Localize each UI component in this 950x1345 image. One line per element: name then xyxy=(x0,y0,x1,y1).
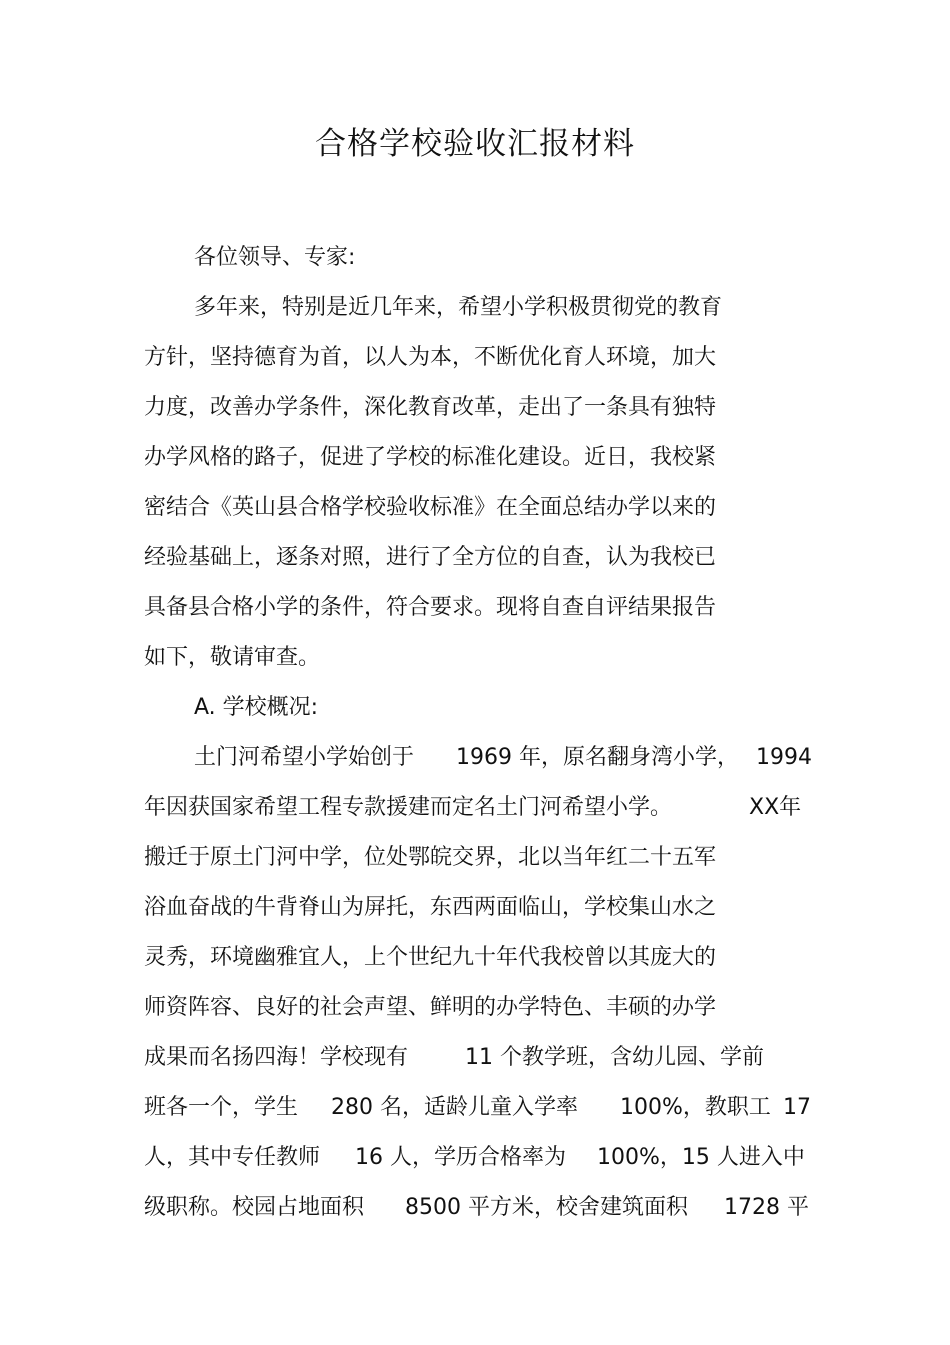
line-segment: 师资阵容、良好的社会声望、鲜明的办学特色、丰硕的办学 xyxy=(144,995,717,1020)
line-segment: 具备县合格小学的条件，符合要求。现将自查自评结果报告 xyxy=(144,595,717,620)
line-segment: 经验基础上，逐条对照，进行了全方位的自查，认为我校已 xyxy=(144,545,717,570)
line-segment: 浴血奋战的牛背脊山为屏托，东西两面临山，学校集山水之 xyxy=(144,895,717,920)
line-segment: 搬迁于原土门河中学，位处鄂皖交界，北以当年红二十五军 xyxy=(144,845,717,870)
line-segment: 1969 年，原名翻身湾小学， xyxy=(456,745,739,770)
line-segment: 1994 xyxy=(756,745,812,770)
line-segment: 100%，教职工 xyxy=(620,1095,771,1120)
line-segment: 土门河希望小学始创于 xyxy=(194,745,415,770)
line-segment: 280 名，适龄儿童入学率 xyxy=(331,1095,578,1120)
line-segment: 方针，坚持德育为首，以人为本，不断优化育人环境，加大 xyxy=(144,345,717,370)
document-title: 合格学校验收汇报材料 xyxy=(315,126,635,162)
line-segment: 11 个教学班，含幼儿园、学前 xyxy=(465,1045,764,1070)
line-segment: 17 xyxy=(783,1095,811,1120)
line-segment: 成果而名扬四海！学校现有 xyxy=(144,1045,409,1070)
line-segment: XX年 xyxy=(749,795,802,820)
line-segment: 各位领导、专家: xyxy=(194,245,356,270)
line-segment: 年因获国家希望工程专款援建而定名土门河希望小学。 xyxy=(144,795,673,820)
line-segment: 人，其中专任教师 xyxy=(144,1145,321,1170)
line-segment: 16 人，学历合格率为 xyxy=(355,1145,566,1170)
line-segment: 8500 平方米，校舍建筑面积 xyxy=(405,1195,688,1220)
line-segment: A. 学校概况: xyxy=(194,695,319,720)
line-segment: 力度，改善办学条件，深化教育改革，走出了一条具有独特 xyxy=(144,395,717,420)
line-segment: 灵秀，环境幽雅宜人，上个世纪九十年代我校曾以其庞大的 xyxy=(144,945,717,970)
line-segment: 级职称。校园占地面积 xyxy=(144,1195,365,1220)
line-segment: 多年来，特别是近几年来，希望小学积极贯彻党的教育 xyxy=(194,295,723,320)
line-segment: 1728 平 xyxy=(724,1195,809,1220)
line-segment: 100%，15 人进入中 xyxy=(597,1145,805,1170)
line-segment: 办学风格的路子，促进了学校的标准化建设。近日，我校紧 xyxy=(144,445,717,470)
line-segment: 班各一个，学生 xyxy=(144,1095,299,1120)
line-segment: 如下，敬请审查。 xyxy=(144,645,321,670)
line-segment: 密结合《英山县合格学校验收标准》在全面总结办学以来的 xyxy=(144,495,717,520)
